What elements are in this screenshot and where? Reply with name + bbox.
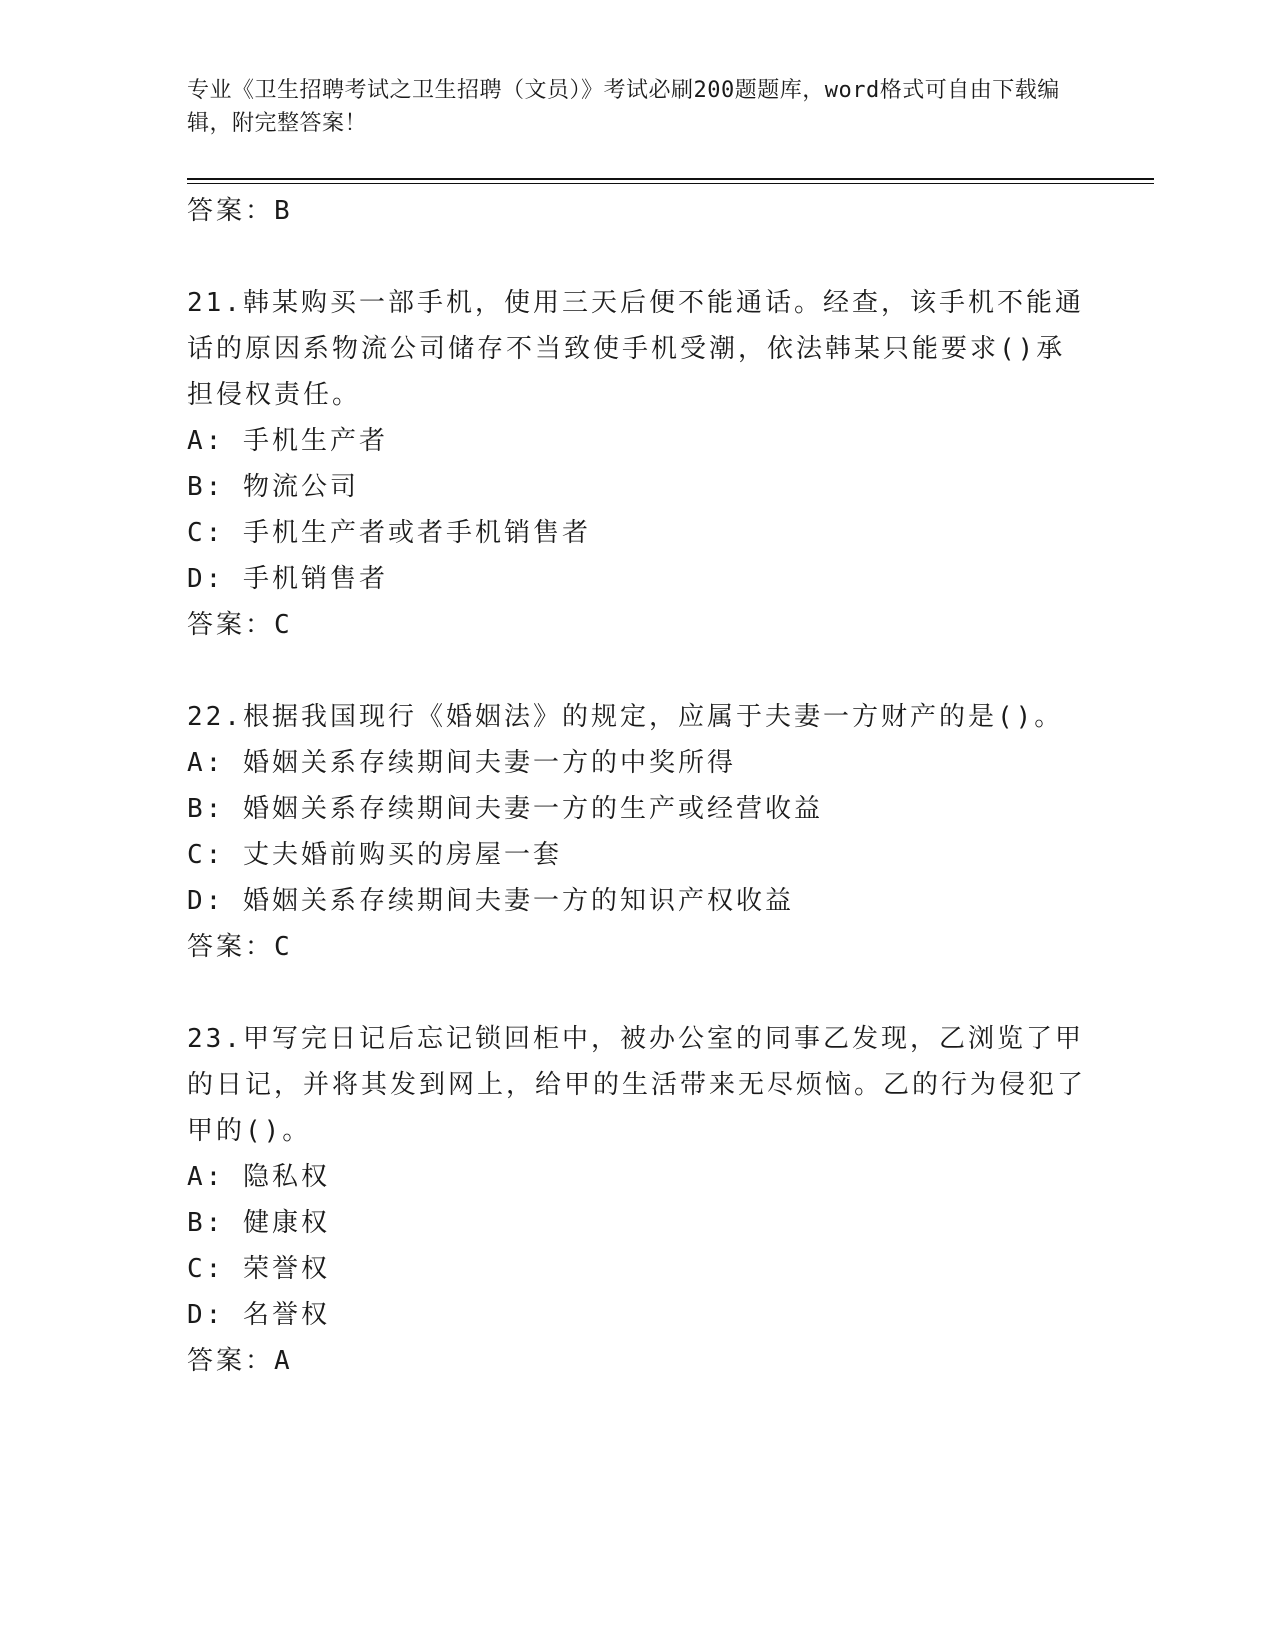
option-b: B: 婚姻关系存续期间夫妻一方的生产或经营收益: [187, 794, 823, 824]
option-a: A: 手机生产者: [187, 426, 388, 456]
answer: 答案：C: [187, 610, 293, 640]
option-a: A: 隐私权: [187, 1162, 330, 1192]
question-block: [187, 694, 1087, 970]
option-d: D: 手机销售者: [187, 564, 388, 594]
question-block: [187, 1016, 1087, 1384]
header-rule-thick: [187, 178, 1154, 180]
option-b: B: 物流公司: [187, 472, 359, 502]
question-stem: 23.甲写完日记后忘记锁回柜中，被办公室的同事乙发现，乙浏览了甲的日记，并将其发到网上，给甲的生活带来无尽烦恼。乙的行为侵犯了甲的()。: [187, 1024, 1087, 1146]
option-a: A: 婚姻关系存续期间夫妻一方的中奖所得: [187, 748, 736, 778]
answer: 答案：C: [187, 932, 293, 962]
document-body: [187, 188, 1087, 1384]
option-b: B: 健康权: [187, 1208, 330, 1238]
question-stem: 22.根据我国现行《婚姻法》的规定，应属于夫妻一方财产的是()。: [187, 702, 1064, 732]
previous-answer: 答案：B: [187, 196, 293, 226]
document-header: 专业《卫生招聘考试之卫生招聘（文员）》考试必刷200题题库，word格式可自由下载编辑，附完整答案！: [187, 78, 1060, 136]
option-c: C: 荣誉权: [187, 1254, 330, 1284]
question-stem: 21.韩某购买一部手机，使用三天后便不能通话。经查，该手机不能通话的原因系物流公司储存不当致使手机受潮，依法韩某只能要求()承担侵权责任。: [187, 288, 1084, 410]
option-d: D: 婚姻关系存续期间夫妻一方的知识产权收益: [187, 886, 794, 916]
answer: 答案：A: [187, 1346, 293, 1376]
option-d: D: 名誉权: [187, 1300, 330, 1330]
option-c: C: 丈夫婚前购买的房屋一套: [187, 840, 562, 870]
header-rule-thin: [187, 183, 1154, 184]
question-block: [187, 280, 1087, 648]
option-c: C: 手机生产者或者手机销售者: [187, 518, 591, 548]
